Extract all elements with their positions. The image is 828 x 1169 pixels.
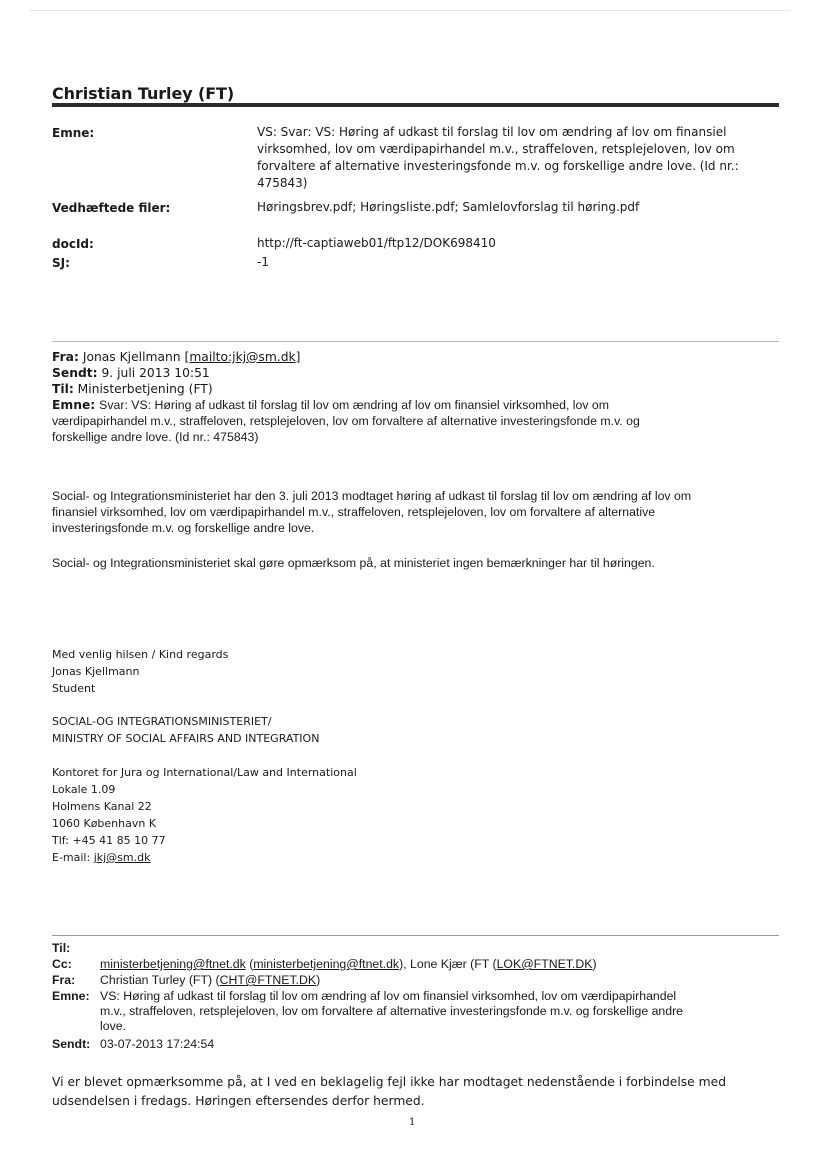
sj-value: -1 (257, 255, 269, 269)
body-paragraph-2: Social- og Integrationsministeriet skal gøre opmærksom på, at ministeriet ingen bemærkninger har til høringen. (52, 556, 655, 570)
subject-line: forvaltere af alternative investeringsfonde m.v. og forskellige andre love. (Id nr.: (257, 159, 739, 173)
subject-line: virksomhed, lov om værdipapirhandel m.v., straffeloven, retsplejeloven, lov om (257, 142, 735, 156)
message-divider (52, 341, 779, 342)
signature-line: MINISTRY OF SOCIAL AFFAIRS AND INTEGRATION (52, 732, 320, 745)
sent-row (52, 365, 782, 381)
cc-name: Lone Kjær (FT (410, 957, 490, 971)
signature-line: Kontoret for Jura og International/Law and International (52, 766, 357, 779)
from-mailto-link[interactable]: [mailto:jkj@sm.dk] (184, 350, 301, 364)
from-row (52, 349, 782, 365)
cc-link[interactable]: ministerbetjening@ftnet.dk (253, 957, 400, 971)
fwd-from-label: Fra: (52, 973, 76, 987)
msg-subject-line: værdipapirhandel m.v., straffeloven, retsplejeloven, lov om forvaltere af alternative investeringsfonde m.v. og (52, 414, 640, 428)
to-row (52, 381, 782, 397)
fwd-cc-label: Cc: (52, 957, 72, 971)
attachments-value[interactable]: Høringsbrev.pdf; Høringsliste.pdf; Samlelovforslag til høring.pdf (257, 200, 640, 214)
fwd-subject-label: Emne: (52, 989, 90, 1003)
docid-value: http://ft-captiaweb01/ftp12/DOK698410 (257, 236, 496, 250)
signature-line: Student (52, 682, 96, 695)
subject-line: VS: Svar: VS: Høring af udkast til forslag til lov om ændring af lov om finansiel (257, 125, 727, 139)
msg-subject-line: forskellige andre love. (Id nr.: 475843) (52, 430, 259, 444)
fwd-body-line: Vi er blevet opmærksomme på, at I ved en beklagelig fejl ikke har modtaget nedenstående i forbindelse med (52, 1075, 727, 1089)
top-divider (30, 10, 790, 11)
fwd-from-value: Christian Turley (FT) (CHT@FTNET.DK) (100, 973, 321, 987)
sender-name-title: Christian Turley (FT) (52, 84, 235, 103)
body-paragraph-1 (52, 488, 792, 536)
title-underline (52, 103, 779, 107)
cc-link[interactable]: ministerbetjening@ftnet.dk (100, 957, 246, 971)
fwd-body-line: udsendelsen i fredags. Høringen eftersendes derfor hermed. (52, 1094, 425, 1108)
signature-email-row (52, 849, 357, 866)
signature-line: Lokale 1.09 (52, 783, 116, 796)
from-label: Fra: (52, 350, 79, 364)
email-label: E-mail: (52, 851, 91, 864)
to-value: Ministerbetjening (FT) (77, 382, 213, 396)
fwd-body (52, 1073, 792, 1111)
subject-value (257, 124, 777, 192)
body-line: investeringsfonde m.v. og forskellige andre love. (52, 521, 315, 535)
attachments-label: Vedhæftede filer: (52, 201, 171, 215)
to-label: Til: (52, 382, 74, 396)
signature-line: 1060 København K (52, 817, 157, 830)
signature-line: Holmens Kanal 22 (52, 800, 152, 813)
email-link[interactable]: jkj@sm.dk (93, 851, 151, 864)
signature-ministry (52, 713, 319, 747)
signature-line: Tlf: +45 41 85 10 77 (52, 834, 166, 847)
subject-label: Emne: (52, 126, 95, 140)
docid-label: docId: (52, 237, 94, 251)
fwd-to-label: Til: (52, 941, 71, 955)
body-line: Social- og Integrationsministeriet har den 3. juli 2013 modtaget høring af udkast til forslag til lov om ændring af lov om (52, 489, 692, 503)
subject-line: 475843) (257, 176, 308, 190)
msg-subject-line: Svar: VS: Høring af udkast til forslag til lov om ændring af lov om finansiel virksomhed, lov om (99, 398, 609, 412)
fwd-from-link[interactable]: CHT@FTNET.DK (219, 973, 317, 987)
fwd-sent-label: Sendt: (52, 1037, 91, 1051)
from-name: Jonas Kjellmann (82, 350, 181, 364)
signature-line: SOCIAL-OG INTEGRATIONSMINISTERIET/ (52, 715, 272, 728)
signature-address (52, 764, 357, 866)
cc-link[interactable]: LOK@FTNET.DK (496, 957, 593, 971)
subject-row (52, 397, 782, 413)
fwd-subject-value (100, 989, 780, 1034)
page-number: 1 (409, 1117, 416, 1128)
fwd-from-name: Christian Turley (FT) (100, 973, 213, 987)
message-header (52, 349, 782, 445)
sent-value: 9. juli 2013 10:51 (101, 366, 210, 380)
fwd-sent-value: 03-07-2013 17:24:54 (100, 1037, 215, 1051)
signature-line: Jonas Kjellmann (52, 665, 140, 678)
forward-divider (52, 935, 779, 936)
fwd-subject-line: m.v., straffeloven, retsplejeloven, lov om forvaltere af alternative investeringsfonde m.v. og forskellige andre (100, 1004, 684, 1018)
signature-line: Med venlig hilsen / Kind regards (52, 648, 229, 661)
msg-subject-label: Emne: (52, 398, 96, 412)
sj-label: SJ: (52, 256, 70, 270)
signature-greeting (52, 646, 228, 697)
fwd-cc-value: ministerbetjening@ftnet.dk (ministerbetjening@ftnet.dk), Lone Kjær (FT (LOK@FTNET.DK) (100, 957, 597, 971)
fwd-subject-line: VS: Høring af udkast til forslag til lov om ændring af lov om finansiel virksomhed, lov om værdipapirhandel (100, 989, 677, 1003)
fwd-subject-line: love. (100, 1019, 126, 1033)
sent-label: Sendt: (52, 366, 98, 380)
body-line: finansiel virksomhed, lov om værdipapirhandel m.v., straffeloven, retsplejeloven, lov om forvaltere af alternative (52, 505, 656, 519)
